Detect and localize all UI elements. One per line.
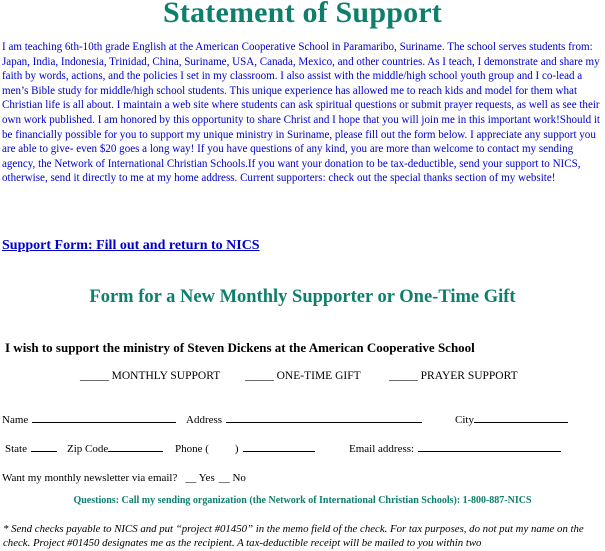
email-blank[interactable] [418,440,561,452]
one-time-gift-option[interactable]: _____ ONE-TIME GIFT [245,370,361,382]
address-field[interactable] [186,410,422,428]
page-title: Statement of Support [163,0,442,29]
name-field[interactable] [2,410,176,428]
intro-text: I am teaching 6th-10th grade English at the American Cooperative School in Paramaribo, Suriname. The school serves students from: Japan, India, Indonesia, Trinidad, China, Suriname, USA, Canada, Mexico, and other countries. As I teach, I demonstrate and share my faith by words, actions, and the policies I set in my classroom. I also assist with the middle/high school youth group and I co-lead a men’s Bible study for middle/high school students. This unique experience has allowed me to reach kids and model for them what Christian life is all about. I maintain a web site where students can ask spiritual questions or submit prayer requests, as well as see their own work published. I am honored by this opportunity to share Christ and I hope that you will join me in this important work!Should it be financially possible for you to support my unique ministry in Suriname, please fill out the form below. I appreciate any support you are able to give- even $20 goes a long way! If you have questions of any kind, you are more than welcome to contact my sending agency, the Network of International Christian Schools.If you want your donation to be tax-deductible, send your support to NICS, otherwise, send it directly to me at my home address. Current supporters: check out the special thanks section of my website! [2,41,601,185]
name-blank[interactable] [32,411,176,423]
city-field[interactable] [455,410,568,428]
email-label: Email address: [349,443,415,455]
state-field[interactable] [5,439,57,457]
phone-close: ) [234,443,239,455]
state-blank[interactable] [31,440,57,452]
newsletter-question [2,468,246,486]
phone-field[interactable] [175,439,315,457]
city-label: City [455,414,474,426]
phone-blank[interactable] [243,440,315,452]
support-form-link[interactable]: Support Form: Fill out and return to NICS [2,238,260,253]
area-code-blank[interactable] [213,440,231,452]
payment-note-text: * Send checks payable to NICS and put “project #01450” in the memo field of the check. For tax purposes, do not put my name on the check. Project #01450 designates me as the recipient. A tax-deductible receipt will be mailed to you within two [3,523,584,549]
zip-label: Zip Code [67,443,109,455]
phone-label: Phone ( [175,443,209,455]
city-blank[interactable] [474,411,568,423]
form-heading: Form for a New Monthly Supporter or One-Time Gift [89,287,516,307]
state-label: State [5,443,27,455]
prayer-support-option[interactable]: _____ PRAYER SUPPORT [389,370,518,382]
address-label: Address [186,414,223,426]
newsletter-label: Want my monthly newsletter via email? [2,472,178,484]
payment-note [3,522,605,550]
pledge-statement: I wish to support the ministry of Steven Dickens at the American Cooperative School [5,340,475,355]
name-label: Name [2,414,29,426]
newsletter-no-option[interactable]: __ No [218,472,246,484]
zip-field[interactable] [67,439,163,457]
address-blank[interactable] [226,411,422,423]
zip-blank[interactable] [108,440,163,452]
monthly-support-option[interactable]: _____ MONTHLY SUPPORT [80,370,221,382]
email-field[interactable] [349,439,561,457]
intro-paragraph [2,40,605,186]
newsletter-yes-option[interactable]: __ Yes [185,472,215,484]
questions-contact: Questions: Call my sending organization (the Network of International Christian Schools): 1-800-887-NICS [73,495,532,506]
